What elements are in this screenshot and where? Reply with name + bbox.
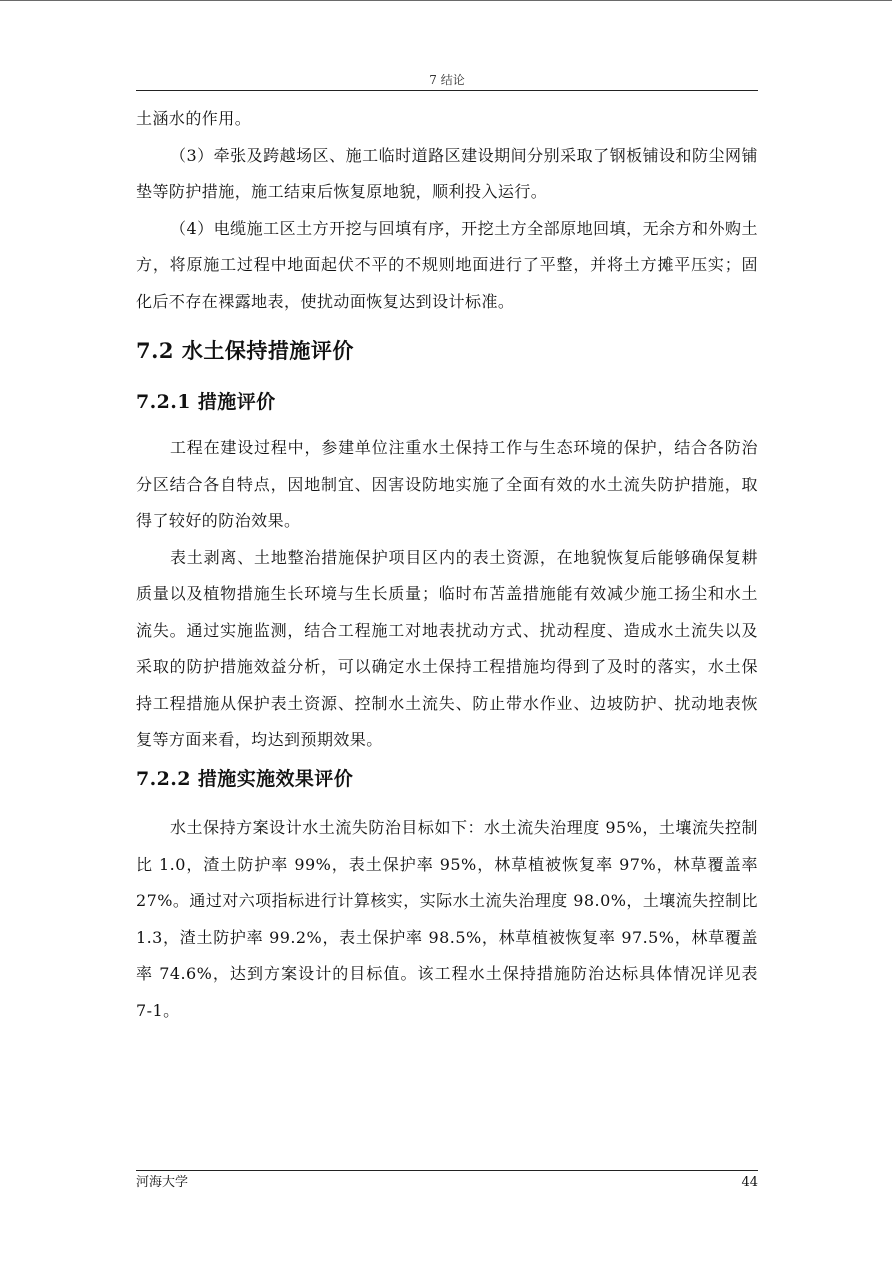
paragraph-7-2-1-second: 表土剥离、土地整治措施保护项目区内的表土资源，在地貌恢复后能够确保复耕质量以及植物措施生长环境与生长质量；临时布苫盖措施能有效减少施工扬尘和水土流失。通过实施监测，结合工程施工对地表扰动方式、扰动程度、造成水土流失以及采取的防护措施效益分析，可以确定水土保持工程措施均得到了及时的落实，水土保持工程措施从保护表土资源、控制水土流失、防止带水作业、边坡防护、扰动地表恢复等方面来看，均达到预期效果。 [136, 547, 758, 749]
header-rule [136, 90, 758, 91]
page-number: 44 [741, 1175, 758, 1190]
intro-block [136, 101, 758, 320]
section-7-2-1-body [136, 430, 758, 759]
paragraph-7-2-1-first: 工程在建设过程中，参建单位注重水土保持工作与生态环境的保护，结合各防治分区结合各自特点，因地制宜、因害设防地实施了全面有效的水土流失防护措施，取得了较好的防治效果。 [136, 438, 758, 530]
section-heading-7-2: 7.2 水土保持措施评价 [136, 338, 354, 363]
paragraph-item-3: （3）牵张及跨越场区、施工临时道路区建设期间分别采取了钢板铺设和防尘网铺垫等防护措施，施工结束后恢复原地貌，顺利投入运行。 [136, 145, 758, 201]
paragraph-continuation: 土涵水的作用。 [136, 109, 252, 128]
subsection-heading-7-2-2: 7.2.2 措施实施效果评价 [136, 768, 354, 790]
paragraph-7-2-2-first: 水土保持方案设计水土流失防治目标如下：水土流失治理度 95%，土壤流失控制比 1.0，渣土防护率 99%，表土保护率 95%，林草植被恢复率 97%，林草覆盖率 27%。通过对六项指标进行计算核实，实际水土流失治理度 98.0%，土壤流失控制比 1.3，渣土防护率 99.2%，表土保护率 98.5%，林草植被恢复率 97.5%，林草覆盖率 74.6%，达到方案设计的目标值。该工程水土保持措施防治达标具体情况详见表 7-1。 [136, 818, 758, 1020]
page-top-border [0, 0, 892, 1]
paragraph-item-4: （4）电缆施工区土方开挖与回填有序，开挖土方全部原地回填，无余方和外购土方，将原施工过程中地面起伏不平的不规则地面进行了平整，并将土方摊平压实；固化后不存在裸露地表，使扰动面恢复达到设计标准。 [136, 218, 758, 311]
footer-institution: 河海大学 [136, 1175, 189, 1190]
subsection-heading-7-2-1: 7.2.1 措施评价 [136, 391, 276, 413]
running-header: 7 结论 [429, 73, 465, 87]
section-7-2-2-body [136, 810, 758, 1029]
footer-rule [136, 1170, 758, 1171]
